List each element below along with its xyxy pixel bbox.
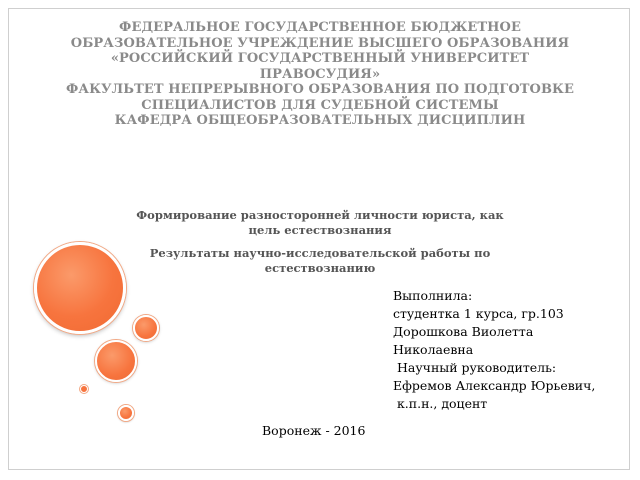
institution-header	[20, 20, 620, 129]
presentation-title	[100, 208, 540, 238]
author-line: Выполнила:	[393, 288, 473, 303]
city-year: Воронеж - 2016	[262, 423, 366, 438]
header-line: ПРАВОСУДИЯ»	[259, 66, 381, 82]
decorative-circle-dot	[80, 385, 88, 393]
decorative-circle-medium-large	[95, 340, 137, 382]
decorative-circle-medium	[133, 315, 159, 341]
author-line: студентка 1 курса, гр.103	[393, 306, 564, 321]
author-line: к.п.н., доцент	[393, 396, 488, 411]
title-line: цель естествознания	[248, 223, 392, 237]
title-line: Формирование разносторонней личности юриста, как	[136, 208, 504, 222]
decorative-circle-small	[118, 405, 134, 421]
header-line: КАФЕДРА ОБЩЕОБРАЗОВАТЕЛЬНЫХ ДИСЦИПЛИН	[114, 113, 526, 128]
author-line: Дорошкова Виолетта	[393, 324, 534, 339]
author-line: Научный руководитель:	[393, 360, 557, 375]
decorative-circle-large	[34, 242, 126, 334]
author-info	[393, 287, 595, 413]
header-line: ФАКУЛЬТЕТ НЕПРЕРЫВНОГО ОБРАЗОВАНИЯ ПО ПОДГОТОВКЕ	[65, 82, 574, 97]
header-line: ФЕДЕРАЛЬНОЕ ГОСУДАРСТВЕННОЕ БЮДЖЕТНОЕ	[119, 20, 521, 35]
subtitle-line: Результаты научно-исследовательской работы по	[149, 246, 491, 260]
presentation-subtitle	[100, 246, 540, 276]
subtitle-line: естествознанию	[264, 261, 376, 275]
author-line: Николаевна	[393, 342, 474, 357]
header-line: СПЕЦИАЛИСТОВ ДЛЯ СУДЕБНОЙ СИСТЕМЫ	[141, 97, 499, 113]
header-line: «РОССИЙСКИЙ ГОСУДАРСТВЕННЫЙ УНИВЕРСИТЕТ	[110, 51, 530, 66]
author-line: Ефремов Александр Юрьевич,	[393, 378, 596, 393]
header-line: ОБРАЗОВАТЕЛЬНОЕ УЧРЕЖДЕНИЕ ВЫСШЕГО ОБРАЗОВАНИЯ	[70, 35, 570, 51]
